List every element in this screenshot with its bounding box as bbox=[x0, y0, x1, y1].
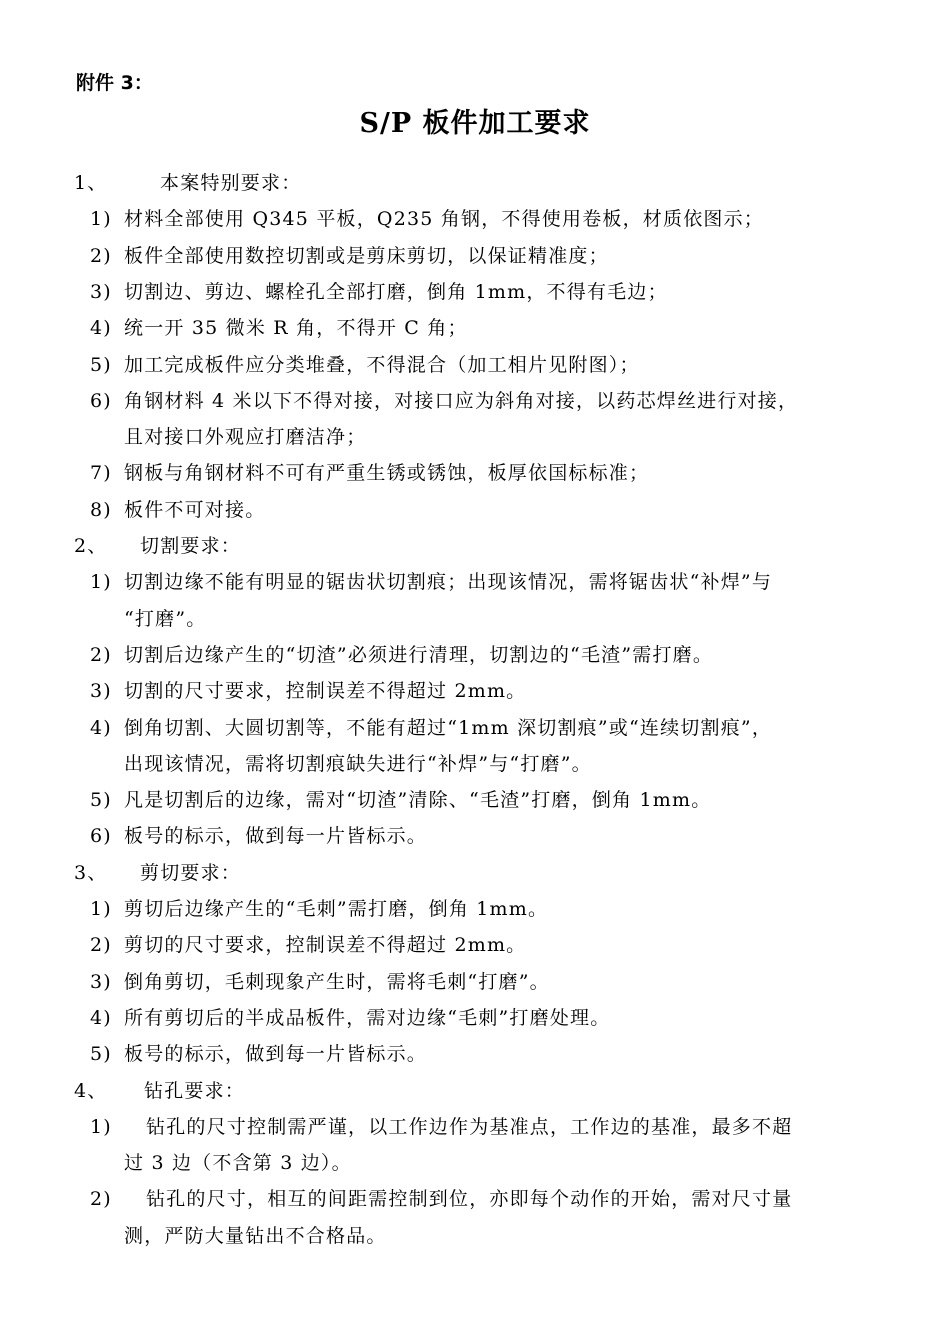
item-text: 剪切的尺寸要求，控制误差不得超过 2mm。 bbox=[124, 934, 527, 957]
item-number: 1) bbox=[90, 208, 112, 231]
item-number: 5) bbox=[90, 789, 112, 812]
item-text: 钻孔的尺寸，相互的间距需控制到位，亦即每个动作的开始，需对尺寸量 bbox=[146, 1188, 793, 1211]
item-text-continued: 过 3 边（不含第 3 边）。 bbox=[124, 1152, 352, 1175]
item-text: 钢板与角钢材料不可有严重生锈或锈蚀，板厚依国标标准； bbox=[124, 462, 650, 485]
item-number: 8) bbox=[90, 498, 112, 521]
section-number: 2、 bbox=[74, 535, 108, 557]
item-text-continued: 测，严防大量钻出不合格品。 bbox=[124, 1224, 387, 1247]
item-number: 5) bbox=[90, 353, 112, 376]
item-number: 1) bbox=[90, 571, 112, 594]
item-number: 5) bbox=[90, 1043, 112, 1066]
item-text: 切割的尺寸要求，控制误差不得超过 2mm。 bbox=[124, 680, 527, 703]
item-number: 7) bbox=[90, 462, 112, 485]
item-text: 板件不可对接。 bbox=[124, 498, 266, 521]
section-number: 1、 bbox=[74, 172, 108, 194]
section-heading: 钻孔要求： bbox=[144, 1079, 246, 1102]
section-number: 3、 bbox=[74, 861, 108, 884]
item-text-continued: 出现该情况，需将切割痕缺失进行“补焊”与“打磨”。 bbox=[124, 752, 592, 775]
section-heading: 本案特别要求： bbox=[160, 172, 302, 194]
item-text: 材料全部使用 Q345 平板，Q235 角钢，不得使用卷板，材质依图示； bbox=[124, 208, 765, 231]
item-text: 统一开 35 微米 R 角，不得开 C 角； bbox=[124, 317, 468, 340]
item-text: 板件全部使用数控切割或是剪床剪切，以保证精准度； bbox=[124, 244, 609, 267]
page-title: S/P 板件加工要求 bbox=[359, 108, 591, 139]
item-number: 1) bbox=[90, 898, 112, 920]
item-text: 角钢材料 4 米以下不得对接，对接口应为斜角对接，以药芯焊丝进行对接， bbox=[124, 389, 799, 412]
item-number: 2) bbox=[90, 244, 112, 267]
item-text: 切割后边缘产生的“切渣”必须进行清理，切割边的“毛渣”需打磨。 bbox=[124, 643, 714, 666]
item-text: 倒角切割、大圆切割等，不能有超过“1mm 深切割痕”或“连续切割痕”， bbox=[124, 716, 773, 739]
item-text: 钻孔的尺寸控制需严谨，以工作边作为基准点，工作边的基准，最多不超 bbox=[146, 1115, 793, 1138]
item-number: 3) bbox=[90, 280, 112, 303]
item-number: 1) bbox=[90, 1115, 112, 1138]
item-text: 加工完成板件应分类堆叠，不得混合（加工相片见附图）； bbox=[124, 353, 640, 376]
item-number: 2) bbox=[90, 934, 112, 957]
item-number: 3) bbox=[90, 680, 112, 703]
item-number: 2) bbox=[90, 643, 112, 666]
item-text: 凡是切割后的边缘，需对“切渣”清除、“毛渣”打磨，倒角 1mm。 bbox=[124, 789, 712, 812]
item-text: 板号的标示，做到每一片皆标示。 bbox=[124, 1043, 428, 1066]
item-text-continued: “打磨”。 bbox=[124, 607, 207, 630]
item-text: 板号的标示，做到每一片皆标示。 bbox=[124, 825, 428, 848]
item-number: 3) bbox=[90, 970, 112, 993]
item-number: 6) bbox=[90, 825, 112, 848]
item-text: 切割边、剪边、螺栓孔全部打磨，倒角 1mm，不得有毛边； bbox=[124, 280, 668, 303]
item-number: 2) bbox=[90, 1188, 112, 1211]
section-heading: 切割要求： bbox=[140, 535, 242, 557]
item-number: 6) bbox=[90, 389, 112, 412]
section-number: 4、 bbox=[74, 1079, 108, 1102]
section-heading: 剪切要求： bbox=[140, 861, 242, 884]
item-text-continued: 且对接口外观应打磨洁净； bbox=[124, 426, 367, 449]
item-number: 4) bbox=[90, 716, 112, 739]
item-text: 切割边缘不能有明显的锯齿状切割痕；出现该情况，需将锯齿状“补焊”与 bbox=[124, 571, 773, 594]
item-text: 剪切后边缘产生的“毛刺”需打磨，倒角 1mm。 bbox=[124, 898, 549, 920]
item-number: 4) bbox=[90, 317, 112, 340]
attachment-label: 附件 3： bbox=[76, 72, 153, 94]
item-number: 4) bbox=[90, 1006, 112, 1029]
item-text: 所有剪切后的半成品板件，需对边缘“毛刺”打磨处理。 bbox=[124, 1006, 611, 1029]
item-text: 倒角剪切，毛刺现象产生时，需将毛刺“打磨”。 bbox=[124, 970, 550, 993]
